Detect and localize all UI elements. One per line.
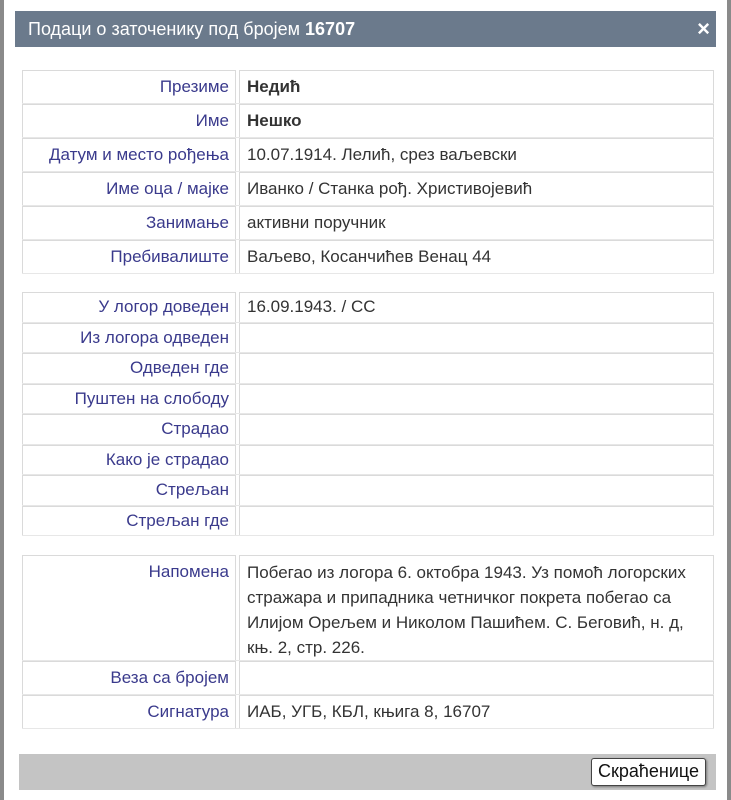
value-died <box>239 414 714 444</box>
value-link-number <box>239 661 714 694</box>
row-signature <box>22 695 714 729</box>
label-shot-where: Стрељан где <box>22 506 236 536</box>
value-shot <box>239 475 714 505</box>
row-taken-where <box>22 353 714 384</box>
value-residence: Ваљево, Косанчићев Венац 44 <box>239 240 714 273</box>
row-arrival <box>22 292 714 323</box>
row-released <box>22 384 714 415</box>
label-birth: Датум и место рођења <box>22 138 236 171</box>
dialog-title: Подаци о заточенику под бројем 16707 <box>28 19 356 39</box>
prisoner-number: 16707 <box>305 19 356 39</box>
value-shot-where <box>239 506 714 536</box>
label-residence: Пребивалиште <box>22 240 236 273</box>
dialog-footer <box>19 754 716 790</box>
notes-table <box>22 555 714 729</box>
row-name <box>22 104 714 138</box>
value-released <box>239 384 714 414</box>
row-residence <box>22 240 714 274</box>
label-parents: Име оца / мајке <box>22 172 236 205</box>
dialog-titlebar <box>15 11 716 47</box>
value-parents: Иванко / Станка рођ. Христивојевић <box>239 172 714 205</box>
value-occupation: активни поручник <box>239 206 714 239</box>
label-name: Име <box>22 104 236 137</box>
row-shot <box>22 475 714 506</box>
close-icon[interactable]: × <box>697 16 710 41</box>
camp-info-table <box>22 292 714 536</box>
abbreviations-button[interactable]: Скраћенице <box>591 758 706 786</box>
label-link-number: Веза са бројем <box>22 661 236 694</box>
value-how-died <box>239 445 714 475</box>
row-taken-from <box>22 323 714 354</box>
row-birth <box>22 138 714 172</box>
value-signature: ИАБ, УГБ, КБЛ, књига 8, 16707 <box>239 695 714 728</box>
value-taken-from <box>239 323 714 353</box>
row-parents <box>22 172 714 206</box>
row-link-number <box>22 661 714 695</box>
personal-info-table <box>22 70 714 274</box>
row-occupation <box>22 206 714 240</box>
value-arrival: 16.09.1943. / СС <box>239 292 714 322</box>
label-shot: Стрељан <box>22 475 236 505</box>
label-arrival: У логор доведен <box>22 292 236 322</box>
value-note: Побегао из логора 6. октобра 1943. Уз помоћ логорских стражара и припадника четничког покрета побегао са Илијом Орељем и Николом Пашићем. С. Беговић, н. д, књ. 2, стр. 226. <box>239 555 714 660</box>
value-surname: Недић <box>239 70 714 103</box>
value-birth: 10.07.1914. Лелић, срез ваљевски <box>239 138 714 171</box>
row-shot-where <box>22 506 714 537</box>
label-released: Пуштен на слободу <box>22 384 236 414</box>
row-surname <box>22 70 714 104</box>
label-how-died: Како је страдао <box>22 445 236 475</box>
row-died <box>22 414 714 445</box>
label-occupation: Занимање <box>22 206 236 239</box>
label-died: Страдао <box>22 414 236 444</box>
label-taken-where: Одведен где <box>22 353 236 383</box>
label-surname: Презиме <box>22 70 236 103</box>
label-taken-from: Из логора одведен <box>22 323 236 353</box>
label-signature: Сигнатура <box>22 695 236 728</box>
value-taken-where <box>239 353 714 383</box>
row-note <box>22 555 714 661</box>
label-note: Напомена <box>22 555 236 660</box>
row-how-died <box>22 445 714 476</box>
value-name: Нешко <box>239 104 714 137</box>
